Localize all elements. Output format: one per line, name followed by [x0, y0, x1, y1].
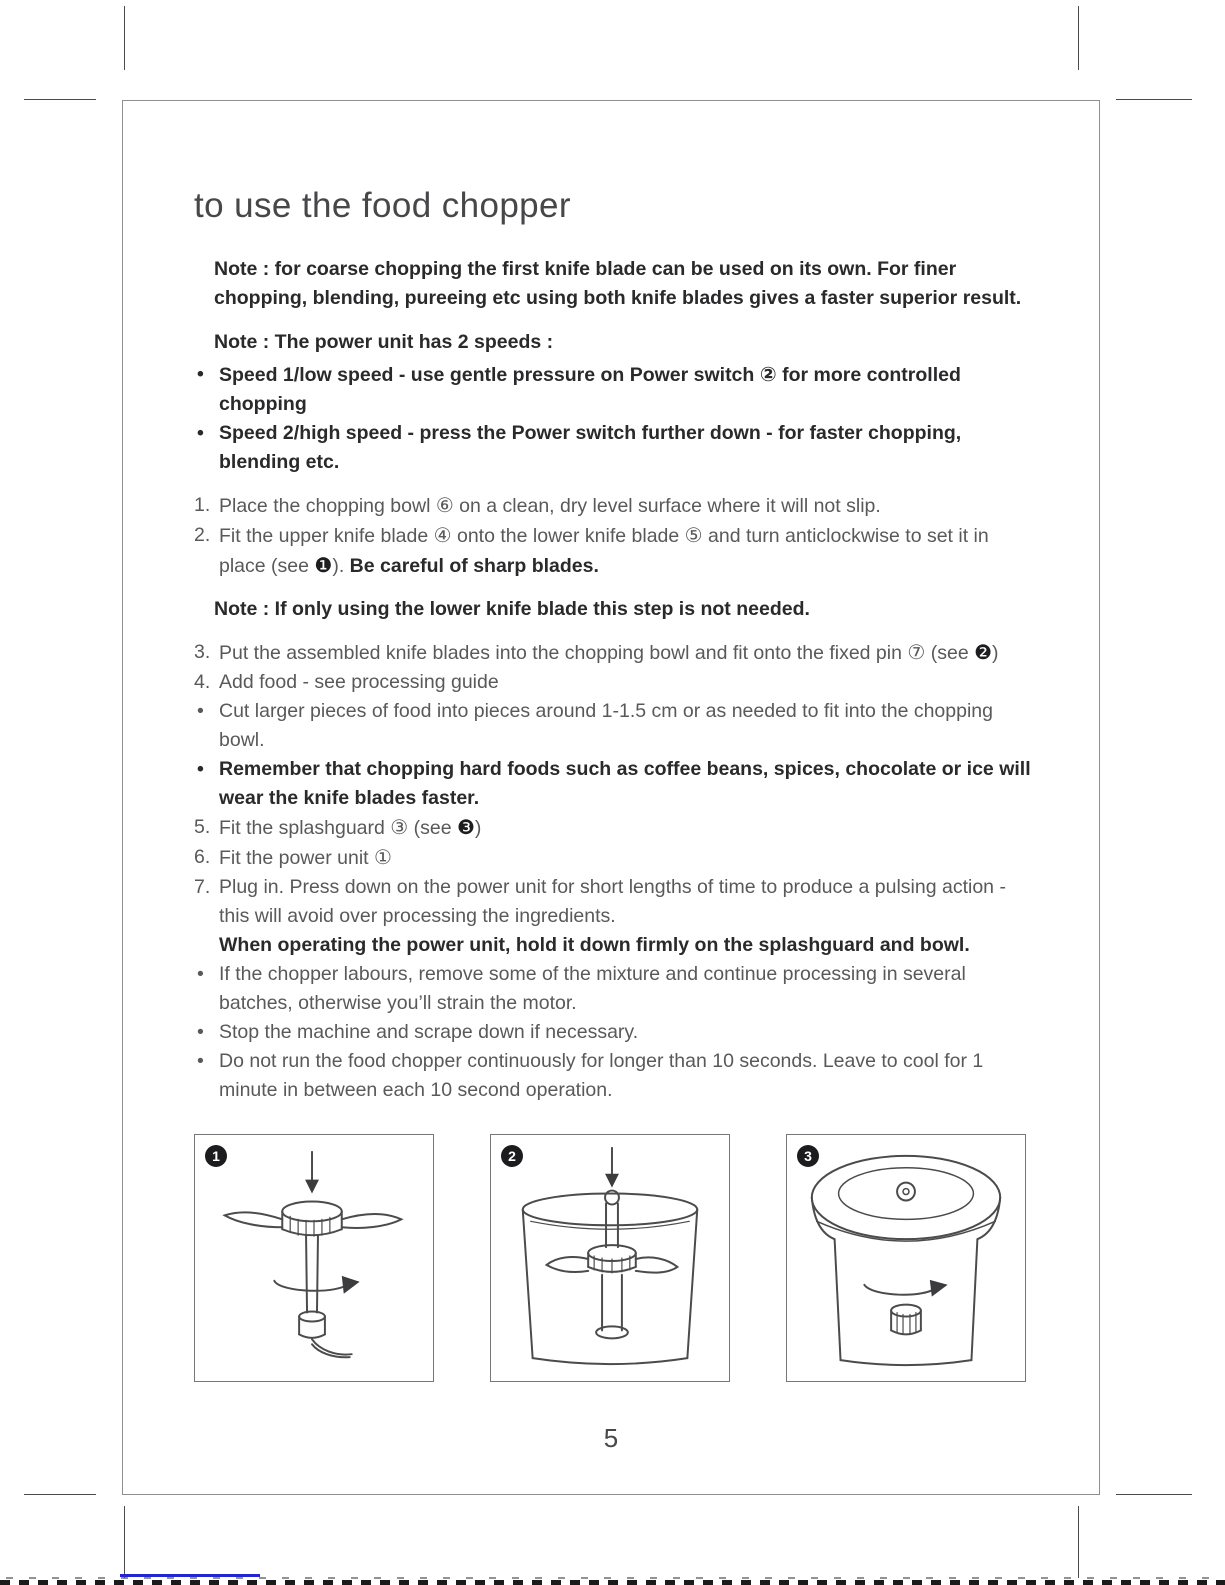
- bullet-cut-pieces-text: Cut larger pieces of food into pieces around 1-1.5 cm or as needed to fit into the chopping bowl.: [219, 700, 993, 751]
- step-number: 5.: [194, 816, 211, 838]
- step-6-text: [219, 843, 1034, 873]
- figure-1-badge: 1: [205, 1145, 227, 1167]
- speed-bullet-1-text: [219, 360, 1034, 419]
- text-run: Place the chopping bowl: [219, 495, 436, 517]
- step-3: [194, 638, 1034, 668]
- step-6: [194, 843, 1034, 873]
- text-run: on a clean, dry level surface where it will not slip.: [453, 495, 881, 517]
- bullet-icon: •: [197, 422, 204, 444]
- hold-down-warning: When operating the power unit, hold it down firmly on the splashguard and bowl.: [219, 934, 970, 956]
- text-run: Fit the upper knife blade: [219, 525, 434, 547]
- speed-bullet-list: [194, 360, 1034, 477]
- step-2-text: [219, 521, 1034, 581]
- figure-1-illustration: [195, 1135, 433, 1381]
- sharp-blades-warning: Be careful of sharp blades.: [349, 555, 599, 577]
- step-5: [194, 813, 1034, 843]
- bullet-icon: •: [197, 1021, 204, 1043]
- speed-bullet-2-text: Speed 2/high speed - press the Power switch further down - for faster chopping, blending etc.: [219, 422, 962, 473]
- text-run: onto the lower knife blade: [451, 525, 685, 547]
- scan-artifact-dashes: [6, 1577, 1225, 1579]
- bullet-scrape-text: Stop the machine and scrape down if necessary.: [219, 1021, 639, 1043]
- text-run: for more controlled chopping: [219, 364, 961, 415]
- step-2: [194, 521, 1034, 581]
- bullet-icon: •: [197, 1050, 204, 1072]
- step-number: 6.: [194, 846, 211, 868]
- figure-1-knife-blade-assembly: [194, 1134, 434, 1382]
- crop-mark-left-top: [24, 99, 96, 100]
- scan-artifact-blue-line: [120, 1574, 260, 1577]
- figure-3-splashguard-fitting: [786, 1134, 1026, 1382]
- bullet-icon: •: [197, 700, 204, 722]
- page-number: 5: [603, 1423, 619, 1453]
- text-run: Fit the power unit: [219, 847, 374, 869]
- circled-2-ref: ②: [759, 362, 777, 386]
- text-run: ).: [332, 555, 350, 577]
- step-1: [194, 491, 1034, 521]
- bullet-hard-foods-text: Remember that chopping hard foods such as coffee beans, spices, chocolate or ice will wear the knife blades faster.: [219, 758, 1031, 809]
- figure-1-ref-icon: ❶: [314, 553, 333, 577]
- bullet-cool-down-text: Do not run the food chopper continuously for longer than 10 seconds. Leave to cool for 1 minute in between each 10 second operation.: [219, 1050, 984, 1101]
- text-run: Put the assembled knife blades into the chopping bowl and fit onto the fixed pin: [219, 642, 908, 664]
- page-frame: [122, 100, 1100, 1495]
- crop-mark-right-bottom: [1116, 1494, 1192, 1495]
- circled-1-ref: ①: [374, 845, 392, 869]
- bullet-cool-down: [194, 1047, 1034, 1105]
- step-5-text: [219, 813, 1034, 843]
- step-number: 3.: [194, 641, 211, 663]
- text-run: (see: [925, 642, 975, 664]
- step-number: 4.: [194, 671, 211, 693]
- down-arrow-icon: [605, 1148, 619, 1188]
- crop-mark-top-left: [124, 6, 125, 70]
- crop-mark-bottom-left: [124, 1506, 125, 1578]
- bullet-scrape: [194, 1018, 1034, 1047]
- text-run: Speed 1/low speed - use gentle pressure on Power switch: [219, 364, 760, 386]
- bullet-hard-foods: [194, 755, 1034, 813]
- speed-bullet-2: [194, 419, 1034, 477]
- down-arrow-icon: [305, 1152, 319, 1194]
- figure-3-ref-icon: ❸: [456, 815, 475, 839]
- speed-bullet-1: [194, 360, 1034, 419]
- step-7-text: [219, 873, 1034, 960]
- figure-2-illustration: [491, 1135, 729, 1381]
- crop-mark-bottom-right: [1078, 1506, 1079, 1578]
- bullet-icon: •: [197, 758, 204, 780]
- step-1-text: [219, 491, 1034, 521]
- step-4-text: Add food - see processing guide: [219, 671, 499, 693]
- circled-6-ref: ⑥: [435, 493, 454, 517]
- step-number: 7.: [194, 876, 211, 898]
- step-7: [194, 873, 1034, 960]
- scan-artifact-dashes: [0, 1580, 1225, 1585]
- step-3-text: [219, 638, 1034, 668]
- figure-row: [194, 1134, 1026, 1382]
- text-run: ): [992, 642, 999, 664]
- note-coarse-chopping: Note : for coarse chopping the first knife blade can be used on its own. For finer chopping, blending, pureeing etc using both knife blades gives a faster superior result.: [214, 258, 1022, 309]
- figure-2-ref-icon: ❷: [974, 640, 993, 664]
- figure-3-badge: 3: [797, 1145, 819, 1167]
- text-run: (see: [408, 817, 457, 839]
- step-4: [194, 668, 1034, 697]
- page-title: to use the food chopper: [194, 186, 571, 225]
- circled-3-ref: ③: [390, 815, 409, 839]
- crop-mark-top-right: [1078, 6, 1079, 70]
- page-content: [194, 101, 1034, 1105]
- figure-2-blades-into-bowl: [490, 1134, 730, 1382]
- figure-2-badge: 2: [501, 1145, 523, 1167]
- circled-7-ref: ⑦: [907, 640, 926, 664]
- bullet-cut-pieces: [194, 697, 1034, 755]
- crop-mark-left-bottom: [24, 1494, 96, 1495]
- note-power-speeds: Note : The power unit has 2 speeds :: [214, 331, 554, 353]
- step-number: 2.: [194, 524, 211, 546]
- step-number: 1.: [194, 494, 211, 516]
- text-run: and turn anticlockwise to set it in place (see: [219, 525, 989, 577]
- note-lower-blade: Note : If only using the lower knife blade this step is not needed.: [214, 598, 810, 620]
- bullet-labours: [194, 960, 1034, 1018]
- step-7-body: Plug in. Press down on the power unit for short lengths of time to produce a pulsing action - this will avoid over processing the ingredients.: [219, 876, 1006, 927]
- bullet-icon: •: [197, 963, 204, 985]
- figure-3-illustration: [787, 1135, 1025, 1381]
- text-run: ): [474, 817, 482, 839]
- circled-5-ref: ⑤: [684, 523, 703, 547]
- crop-mark-right-top: [1116, 99, 1192, 100]
- rotate-arrow-icon: [864, 1280, 947, 1297]
- bullet-icon: •: [197, 363, 204, 385]
- bullet-labours-text: If the chopper labours, remove some of the mixture and continue processing in several batches, otherwise you’ll strain the motor.: [219, 963, 966, 1014]
- circled-4-ref: ④: [433, 523, 452, 547]
- text-run: Fit the splashguard: [219, 817, 391, 839]
